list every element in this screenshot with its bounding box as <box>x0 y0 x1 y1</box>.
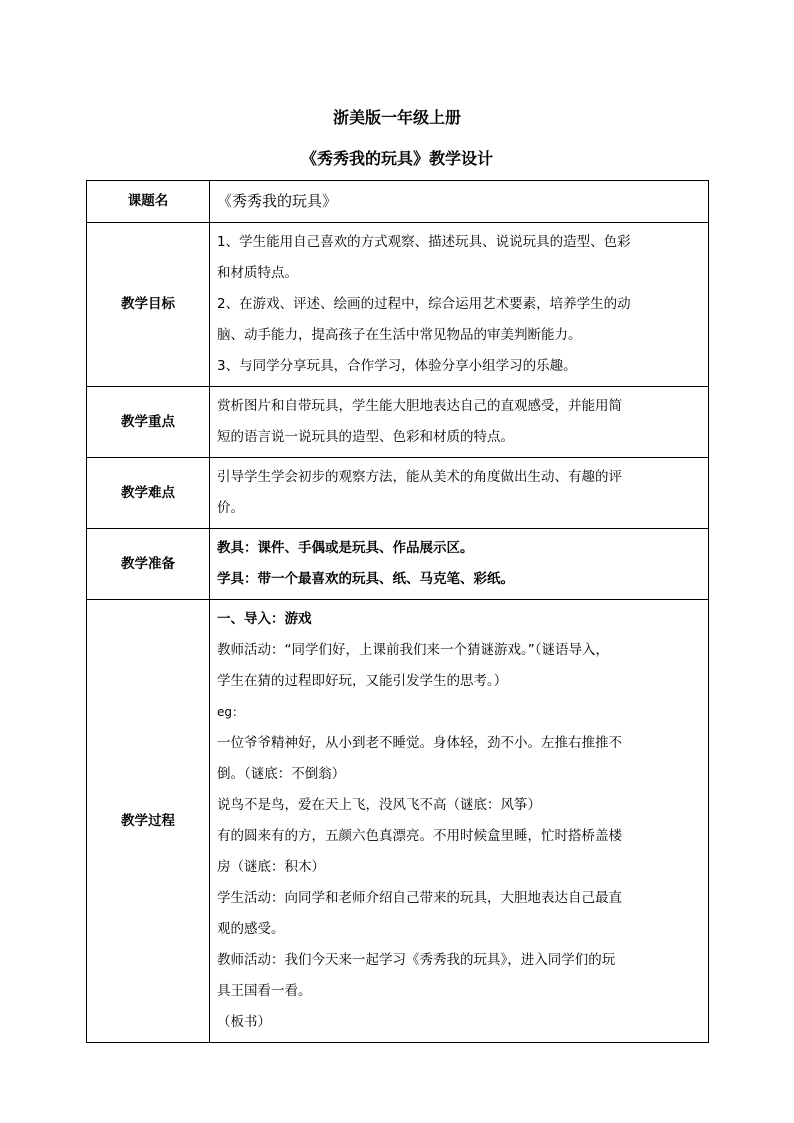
key-point-line: 赏析图片和自带玩具，学生能大胆地表达自己的直观感受，并能用简 <box>217 398 622 414</box>
lesson-plan-table <box>86 180 709 1043</box>
process-line: 学生活动：向同学和老师介绍自己带来的玩具，大胆地表达自己最直 <box>217 890 622 906</box>
label-preparation: 教学准备 <box>87 529 210 600</box>
row-preparation <box>87 529 709 600</box>
row-key-points <box>87 387 709 458</box>
label-process: 教学过程 <box>87 600 210 1043</box>
objective-line: 和材质特点。 <box>217 265 298 281</box>
preparation-student-line: 学具：带一个最喜欢的玩具、纸、马克笔、彩纸。 <box>217 571 514 587</box>
process-line: 具王国看一看。 <box>217 983 312 999</box>
process-line: （板书） <box>217 1014 271 1030</box>
process-line: 一位爷爷精神好，从小到老不睡觉。身体轻，劲不小。左推右推推不 <box>217 735 622 751</box>
process-line: 教师活动：我们今天来一起学习《秀秀我的玩具》，进入同学们的玩 <box>217 952 616 968</box>
objective-line: 3、与同学分享玩具，合作学习，体验分享小组学习的乐趣。 <box>217 358 577 374</box>
label-difficulties: 教学难点 <box>87 458 210 529</box>
label-key-points: 教学重点 <box>87 387 210 458</box>
process-line: eg： <box>217 705 245 719</box>
process-line: 学生在猜的过程即好玩，又能引发学生的思考。） <box>217 673 508 689</box>
process-line: 教师活动：“同学们好，上课前我们来一个猜谜游戏。”（谜语导入， <box>217 642 609 658</box>
process-heading: 一、导入：游戏 <box>217 611 312 627</box>
process-line: 房（谜底：积木） <box>217 859 325 875</box>
process-line: 有的圆来有的方，五颜六色真漂亮。不用时候盒里睡，忙时搭桥盖楼 <box>217 828 622 844</box>
row-objectives <box>87 223 709 387</box>
key-point-line: 短的语言说一说玩具的造型、色彩和材质的特点。 <box>217 429 514 445</box>
value-key-points <box>210 387 709 458</box>
label-objectives: 教学目标 <box>87 223 210 387</box>
objective-line: 2、在游戏、评述、绘画的过程中，综合运用艺术要素，培养学生的动 <box>217 296 631 312</box>
objective-line: 脑、动手能力，提高孩子在生活中常见物品的审美判断能力。 <box>217 327 582 343</box>
process-line: 说鸟不是鸟，爱在天上飞，没风飞不高（谜底：风筝） <box>217 797 541 813</box>
row-difficulties <box>87 458 709 529</box>
difficulty-line: 引导学生学会初步的观察方法，能从美术的角度做出生动、有趣的评 <box>217 469 622 485</box>
objective-line: 1、学生能用自己喜欢的方式观察、描述玩具、说说玩具的造型、色彩 <box>217 234 631 250</box>
row-process <box>87 600 709 1043</box>
row-topic <box>87 181 709 223</box>
preparation-teacher-line: 教具：课件、手偶或是玩具、作品展示区。 <box>217 540 474 556</box>
value-topic: 《秀秀我的玩具》 <box>210 181 709 223</box>
value-difficulties <box>210 458 709 529</box>
value-objectives <box>210 223 709 387</box>
process-line: 观的感受。 <box>217 921 285 937</box>
value-process <box>210 600 709 1043</box>
value-preparation <box>210 529 709 600</box>
label-topic: 课题名 <box>87 181 210 223</box>
process-line: 倒。（谜底：不倒翁） <box>217 766 346 782</box>
document-title-grade: 浙美版一年级上册 <box>332 108 461 127</box>
difficulty-line: 价。 <box>217 500 244 516</box>
document-title-lesson: 《秀秀我的玩具》教学设计 <box>300 149 493 168</box>
